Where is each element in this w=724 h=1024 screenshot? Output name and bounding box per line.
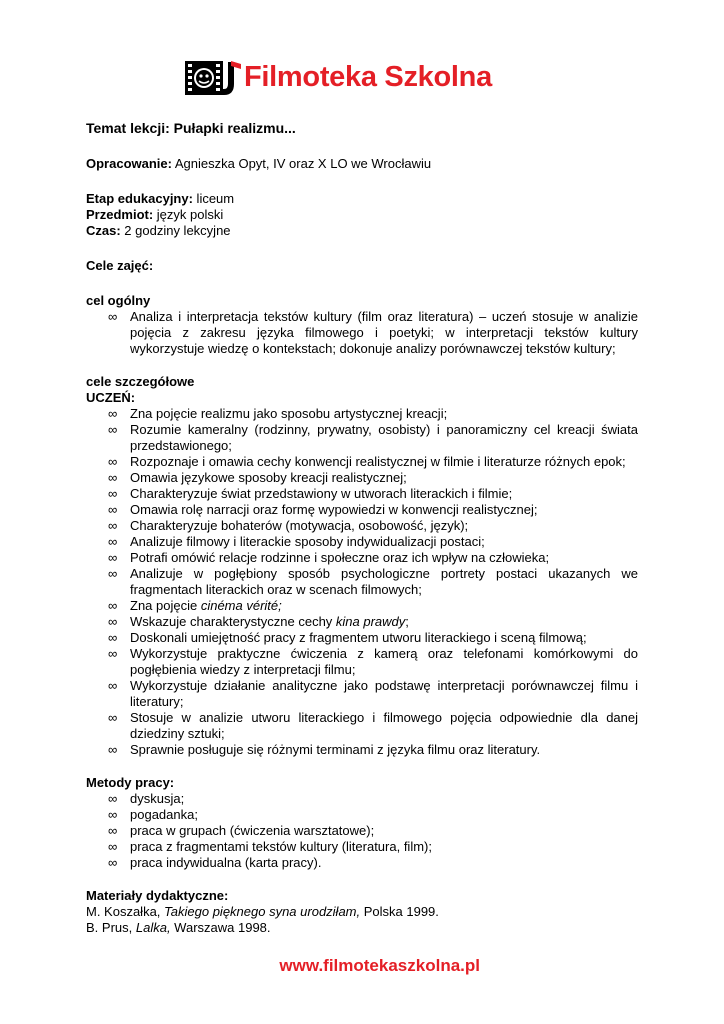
stage-value: liceum (192, 191, 235, 206)
list-item: ∞ Charakteryzuje bohaterów (motywacja, osobowość, język); (108, 518, 469, 533)
list-item: ∞ praca w grupach (ćwiczenia warsztatowe); (108, 823, 375, 838)
infinity-bullet-icon: ∞ (108, 742, 118, 757)
materials-heading: Materiały dydaktyczne: (86, 888, 229, 903)
stage-label: Etap edukacyjny: (86, 191, 193, 206)
general-goal-list (86, 309, 638, 357)
list-item: ∞ Sprawnie posługuje się różnymi terminami z języka filmu oraz literatury. (108, 742, 541, 757)
infinity-bullet-icon: ∞ (108, 630, 118, 645)
infinity-bullet-icon: ∞ (108, 550, 118, 565)
infinity-bullet-icon: ∞ (108, 791, 118, 806)
lesson-title: Temat lekcji: Pułapki realizmu... (86, 120, 296, 136)
list-item: ∞ praca z fragmentami tekstów kultury (literatura, film); (108, 839, 432, 854)
infinity-bullet-icon: ∞ (108, 566, 118, 581)
goals-heading: Cele zajęć: (86, 258, 154, 273)
list-item: ∞ Wskazuje charakterystyczne cechy kina prawdy; (108, 614, 409, 629)
footer (0, 956, 724, 976)
list-item: ∞ Omawia językowe sposoby kreacji realistycznej; (108, 470, 407, 485)
infinity-bullet-icon: ∞ (108, 614, 118, 629)
infinity-bullet-icon: ∞ (108, 309, 118, 324)
subject-value: język polski (153, 207, 224, 222)
infinity-bullet-icon: ∞ (108, 807, 118, 822)
list-item: ∞ Doskonali umiejętność pracy z fragmentem utworu literackiego i sceną filmową; (108, 630, 587, 645)
time (86, 223, 638, 239)
general-goal-heading: cel ogólny (86, 293, 151, 308)
list-item: ∞ Charakteryzuje świat przedstawiony w utworach literackich i filmie; (108, 486, 513, 501)
prepared-label: Opracowanie: (86, 156, 172, 171)
list-item: ∞ Rozumie kameralny (rodzinny, prywatny, osobisty) i panoramiczny cel kreacji świata przedstawionego; (108, 422, 638, 453)
time-value: 2 godziny lekcyjne (120, 223, 231, 238)
list-item: ∞ Analizuje w pogłębiony sposób psychologiczne portrety postaci ukazanych we fragmentach literackich oraz w scenach filmowych; (108, 566, 638, 597)
material-item: B. Prus, Lalka, Warszawa 1998. (86, 920, 271, 935)
stage (86, 191, 638, 207)
material-item: M. Koszałka, Takiego pięknego syna urodziłam, Polska 1999. (86, 904, 439, 919)
list-item: ∞ pogadanka; (108, 807, 198, 822)
filmoteka-logo (184, 58, 544, 100)
lesson-document (86, 120, 638, 936)
prepared-value: Agnieszka Opyt, IV oraz X LO we Wrocławiu (171, 156, 432, 171)
methods-list (86, 791, 638, 871)
brand-name: Filmoteka Szkolna (244, 61, 492, 93)
subject-label: Przedmiot: (86, 207, 154, 222)
subject (86, 207, 638, 223)
infinity-bullet-icon: ∞ (108, 646, 118, 661)
list-item: ∞ Potrafi omówić relacje rodzinne i społeczne oraz ich wpływ na człowieka; (108, 550, 550, 565)
list-item: ∞ Analiza i interpretacja tekstów kultury (film oraz literatura) – uczeń stosuje w analizie pojęcia z zakresu języka filmowego i poetyki; w interpretacji tekstów kultury wykorzystuje wiedzę o kontekstach; dokonuje analizy porównawczej tekstów kultury; (108, 309, 638, 356)
infinity-bullet-icon: ∞ (108, 518, 118, 533)
list-item: ∞ Analizuje filmowy i literackie sposoby indywidualizacji postaci; (108, 534, 485, 549)
infinity-bullet-icon: ∞ (108, 678, 118, 693)
infinity-bullet-icon: ∞ (108, 422, 118, 437)
list-item: ∞ Wykorzystuje działanie analityczne jako podstawę interpretacji porównawczej filmu i literatury; (108, 678, 638, 709)
infinity-bullet-icon: ∞ (108, 406, 118, 421)
infinity-bullet-icon: ∞ (108, 598, 118, 613)
film-reel-icon (184, 58, 242, 98)
time-label: Czas: (86, 223, 121, 238)
list-item: ∞ Wykorzystuje praktyczne ćwiczenia z kamerą oraz telefonami komórkowymi do pogłębienia wiedzy z interpretacji filmu; (108, 646, 638, 677)
prepared-by (86, 156, 638, 172)
infinity-bullet-icon: ∞ (108, 839, 118, 854)
list-item: ∞ Stosuje w analizie utworu literackiego i filmowego pojęcia odpowiednie dla danej dziedziny sztuki; (108, 710, 638, 741)
detailed-goals-heading: cele szczegółowe (86, 374, 195, 389)
list-item: ∞ Rozpoznaje i omawia cechy konwencji realistycznej w filmie i literaturze różnych epok; (108, 454, 626, 469)
list-item: ∞ dyskusja; (108, 791, 185, 806)
list-item: ∞ praca indywidualna (karta pracy). (108, 855, 322, 870)
list-item: ∞ Zna pojęcie cinéma vérité; (108, 598, 282, 613)
detailed-goals-list (86, 406, 638, 758)
infinity-bullet-icon: ∞ (108, 470, 118, 485)
footer-url-link[interactable]: www.filmotekaszkolna.pl (279, 956, 480, 975)
infinity-bullet-icon: ∞ (108, 710, 118, 725)
infinity-bullet-icon: ∞ (108, 502, 118, 517)
materials-list (86, 904, 638, 936)
student-label: UCZEŃ: (86, 390, 136, 405)
infinity-bullet-icon: ∞ (108, 823, 118, 838)
methods-heading: Metody pracy: (86, 775, 175, 790)
infinity-bullet-icon: ∞ (108, 454, 118, 469)
infinity-bullet-icon: ∞ (108, 534, 118, 549)
list-item: ∞ Zna pojęcie realizmu jako sposobu artystycznej kreacji; (108, 406, 448, 421)
list-item: ∞ Omawia rolę narracji oraz formę wypowiedzi w konwencji realistycznej; (108, 502, 538, 517)
infinity-bullet-icon: ∞ (108, 486, 118, 501)
infinity-bullet-icon: ∞ (108, 855, 118, 870)
